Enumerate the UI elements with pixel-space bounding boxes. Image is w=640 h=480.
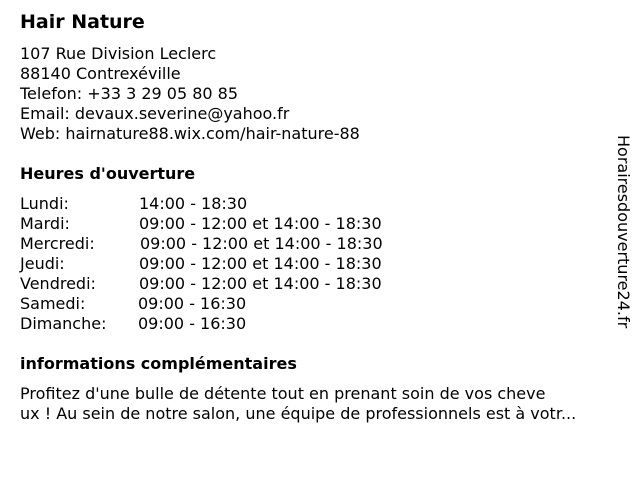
hours-day: Jeudi: (20, 254, 65, 273)
info-line-1: Profitez d'une bulle de détente tout en prenant soin de vos cheve (20, 384, 546, 403)
hours-time: 09:00 - 12:00 et 14:00 - 18:30 (139, 214, 382, 233)
hours-day: Mercredi: (20, 234, 95, 253)
hours-day: Lundi: (20, 194, 69, 213)
additional-info-text (20, 384, 630, 424)
business-name: Hair Nature (20, 11, 145, 33)
hours-day: Dimanche: (20, 314, 107, 333)
hours-day: Samedi: (20, 294, 86, 313)
hours-time: 09:00 - 16:30 (138, 314, 247, 333)
hours-time: 09:00 - 12:00 et 14:00 - 18:30 (140, 234, 383, 253)
hours-time: 09:00 - 16:30 (138, 294, 247, 313)
hours-time: 09:00 - 12:00 et 14:00 - 18:30 (139, 274, 382, 293)
watermark-text: Horairesdouverture24.fr (614, 135, 633, 329)
hours-time: 09:00 - 12:00 et 14:00 - 18:30 (139, 254, 382, 273)
phone-line: Telefon: +33 3 29 05 80 85 (20, 84, 239, 103)
address-line-2: 88140 Contrexéville (20, 64, 181, 83)
opening-hours-heading: Heures d'ouverture (20, 164, 196, 183)
contact-block (20, 44, 360, 144)
hours-day: Mardi: (20, 214, 70, 233)
additional-info-heading: informations complémentaires (20, 354, 297, 373)
site-watermark (610, 135, 634, 345)
web-line: Web: hairnature88.wix.com/hair-nature-88 (20, 124, 360, 143)
hours-day: Vendredi: (20, 274, 96, 293)
info-line-2: ux ! Au sein de notre salon, une équipe de professionnels est à votr... (20, 404, 577, 423)
hours-time: 14:00 - 18:30 (139, 194, 248, 213)
email-line: Email: devaux.severine@yahoo.fr (20, 104, 290, 123)
address-line-1: 107 Rue Division Leclerc (20, 44, 217, 63)
